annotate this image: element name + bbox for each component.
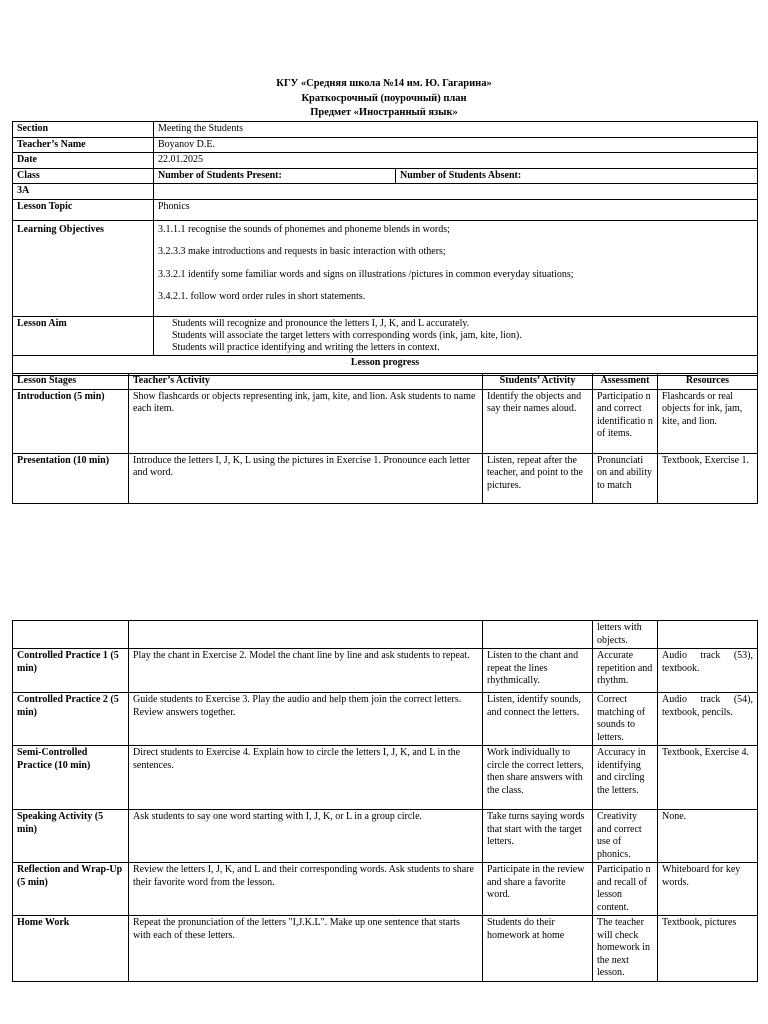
col-stages: Lesson Stages <box>13 374 129 390</box>
table-row <box>13 746 758 810</box>
aim-row <box>13 316 758 355</box>
assessment-cell: Creativity and correct use of phonics. <box>593 810 658 863</box>
resources-cell: Flashcards or real objects for ink, jam, kite, and lion. <box>658 389 758 453</box>
assessment-cell: Participatio n and recall of lesson content. <box>593 863 658 916</box>
students-activity-cell: Take turns saying words that start with the target letters. <box>483 810 593 863</box>
section-row <box>13 122 758 138</box>
assessment-cell: Participatio n and correct identificatio n of items. <box>593 389 658 453</box>
progress-title-row <box>13 355 758 375</box>
stage-cell: Presentation (10 min) <box>13 453 129 503</box>
teacher-activity-cell: Ask students to say one word starting with I, J, K, or L in a group circle. <box>129 810 483 863</box>
objective-item: 3.1.1.1 recognise the sounds of phonemes and phoneme blends in words; <box>158 223 450 235</box>
objectives-list <box>154 220 758 316</box>
assessment-cell: letters with objects. <box>593 621 658 649</box>
aim-item: Students will associate the target letters with corresponding words (ink, jam, kite, lion). <box>172 329 522 341</box>
aim-item: Students will recognize and pronounce the letters I, J, K, and L accurately. <box>172 317 470 329</box>
teacher-activity-cell: Review the letters I, J, K, and L and their corresponding words. Ask students to share their favorite word from the lesson. <box>129 863 483 916</box>
objectives-row <box>13 220 758 316</box>
objectives-label: Learning Objectives <box>13 220 154 316</box>
class-value-empty <box>154 184 758 200</box>
col-teacher-activity: Teacher’s Activity <box>129 374 483 390</box>
stage-cell <box>13 621 129 649</box>
students-activity-cell: Listen, identify sounds, and connect the letters. <box>483 693 593 746</box>
objective-item: 3.2.3.3 make introductions and requests in basic interaction with others; <box>158 246 446 257</box>
assessment-cell: Accuracy in identifying and circling the letters. <box>593 746 658 810</box>
resources-cell: None. <box>658 810 758 863</box>
lesson-progress-table <box>12 373 758 504</box>
students-activity-cell: Work individually to circle the correct letters, then share answers with the class. <box>483 746 593 810</box>
resources-cell: Audio track (53), textbook. <box>658 649 758 693</box>
assessment-cell: Accurate repetition and rhythm. <box>593 649 658 693</box>
topic-value: Phonics <box>154 199 758 220</box>
stage-cell: Controlled Practice 2 (5 min) <box>13 693 129 746</box>
assessment-cell: Pronunciati on and ability to match <box>593 453 658 503</box>
lesson-progress-title: Lesson progress <box>13 355 758 375</box>
resources-cell: Whiteboard for key words. <box>658 863 758 916</box>
aim-list <box>154 316 758 355</box>
teacher-activity-cell: Show flashcards or objects representing ink, jam, kite, and lion. Ask students to name each item. <box>129 389 483 453</box>
lesson-info-table <box>12 121 758 376</box>
topic-row <box>13 199 758 220</box>
resources-cell <box>658 621 758 649</box>
table-row <box>13 453 758 503</box>
table-row <box>13 863 758 916</box>
class-value-row <box>13 184 758 200</box>
table-row <box>13 916 758 982</box>
resources-cell: Textbook, Exercise 4. <box>658 746 758 810</box>
school-name: КГУ «Средняя школа №14 им. Ю. Гагарина» <box>276 78 492 89</box>
date-value: 22.01.2025 <box>154 153 758 169</box>
students-activity-cell: Listen, repeat after the teacher, and point to the pictures. <box>483 453 593 503</box>
stage-cell: Semi-Controlled Practice (10 min) <box>13 746 129 810</box>
class-value: 3A <box>13 184 154 200</box>
plan-title: Краткосрочный (поурочный) план <box>301 93 467 104</box>
date-row <box>13 153 758 169</box>
resources-cell: Textbook, Exercise 1. <box>658 453 758 503</box>
stage-cell: Speaking Activity (5 min) <box>13 810 129 863</box>
students-activity-cell: Listen to the chant and repeat the lines rhythmically. <box>483 649 593 693</box>
class-row <box>13 168 758 184</box>
objective-item: 3.3.2.1 identify some familiar words and signs on illustrations /pictures in common everyday situations; <box>158 268 574 280</box>
section-label: Section <box>13 122 154 138</box>
teacher-activity-cell: Direct students to Exercise 4. Explain how to circle the letters I, J, K, and L in the sentences. <box>129 746 483 810</box>
table-row <box>13 389 758 453</box>
students-activity-cell: Participate in the review and share a favorite word. <box>483 863 593 916</box>
table-row <box>13 649 758 693</box>
students-activity-cell: Students do their homework at home <box>483 916 593 982</box>
resources-cell: Audio track (54), textbook, pencils. <box>658 693 758 746</box>
subject-title: Предмет «Иностранный язык» <box>310 107 458 118</box>
lesson-progress-table-continued <box>12 620 758 982</box>
stage-cell: Home Work <box>13 916 129 982</box>
stage-cell: Controlled Practice 1 (5 min) <box>13 649 129 693</box>
table-row <box>13 621 758 649</box>
section-value: Meeting the Students <box>154 122 758 138</box>
col-students-activity: Students’ Activity <box>483 374 593 390</box>
teacher-value: Boyanov D.E. <box>154 137 758 153</box>
class-label: Class <box>13 168 154 184</box>
students-present-label: Number of Students Present: <box>154 168 396 184</box>
teacher-activity-cell <box>129 621 483 649</box>
stage-cell: Reflection and Wrap-Up (5 min) <box>13 863 129 916</box>
table-row <box>13 810 758 863</box>
date-label: Date <box>13 153 154 169</box>
table-row <box>13 693 758 746</box>
teacher-activity-cell: Play the chant in Exercise 2. Model the chant line by line and ask students to repeat. <box>129 649 483 693</box>
teacher-row <box>13 137 758 153</box>
students-absent-label: Number of Students Absent: <box>396 168 758 184</box>
assessment-cell: The teacher will check homework in the next lesson. <box>593 916 658 982</box>
topic-label: Lesson Topic <box>13 199 154 220</box>
col-assessment: Assessment <box>593 374 658 390</box>
students-activity-cell <box>483 621 593 649</box>
resources-cell: Textbook, pictures <box>658 916 758 982</box>
teacher-activity-cell: Guide students to Exercise 3. Play the audio and help them join the correct letters. Review answers together. <box>129 693 483 746</box>
students-activity-cell: Identify the objects and say their names aloud. <box>483 389 593 453</box>
teacher-activity-cell: Introduce the letters I, J, K, L using the pictures in Exercise 1. Pronounce each letter and word. <box>129 453 483 503</box>
col-resources: Resources <box>658 374 758 390</box>
assessment-cell: Correct matching of sounds to letters. <box>593 693 658 746</box>
stage-cell: Introduction (5 min) <box>13 389 129 453</box>
teacher-label: Teacher’s Name <box>13 137 154 153</box>
objective-item: 3.4.2.1. follow word order rules in short statements. <box>158 291 366 302</box>
progress-header-row <box>13 374 758 390</box>
teacher-activity-cell: Repeat the pronunciation of the letters "I,J.K.L". Make up one sentence that starts with each of these letters. <box>129 916 483 982</box>
aim-item: Students will practice identifying and writing the letters in context. <box>172 341 440 353</box>
aim-label: Lesson Aim <box>13 316 154 355</box>
